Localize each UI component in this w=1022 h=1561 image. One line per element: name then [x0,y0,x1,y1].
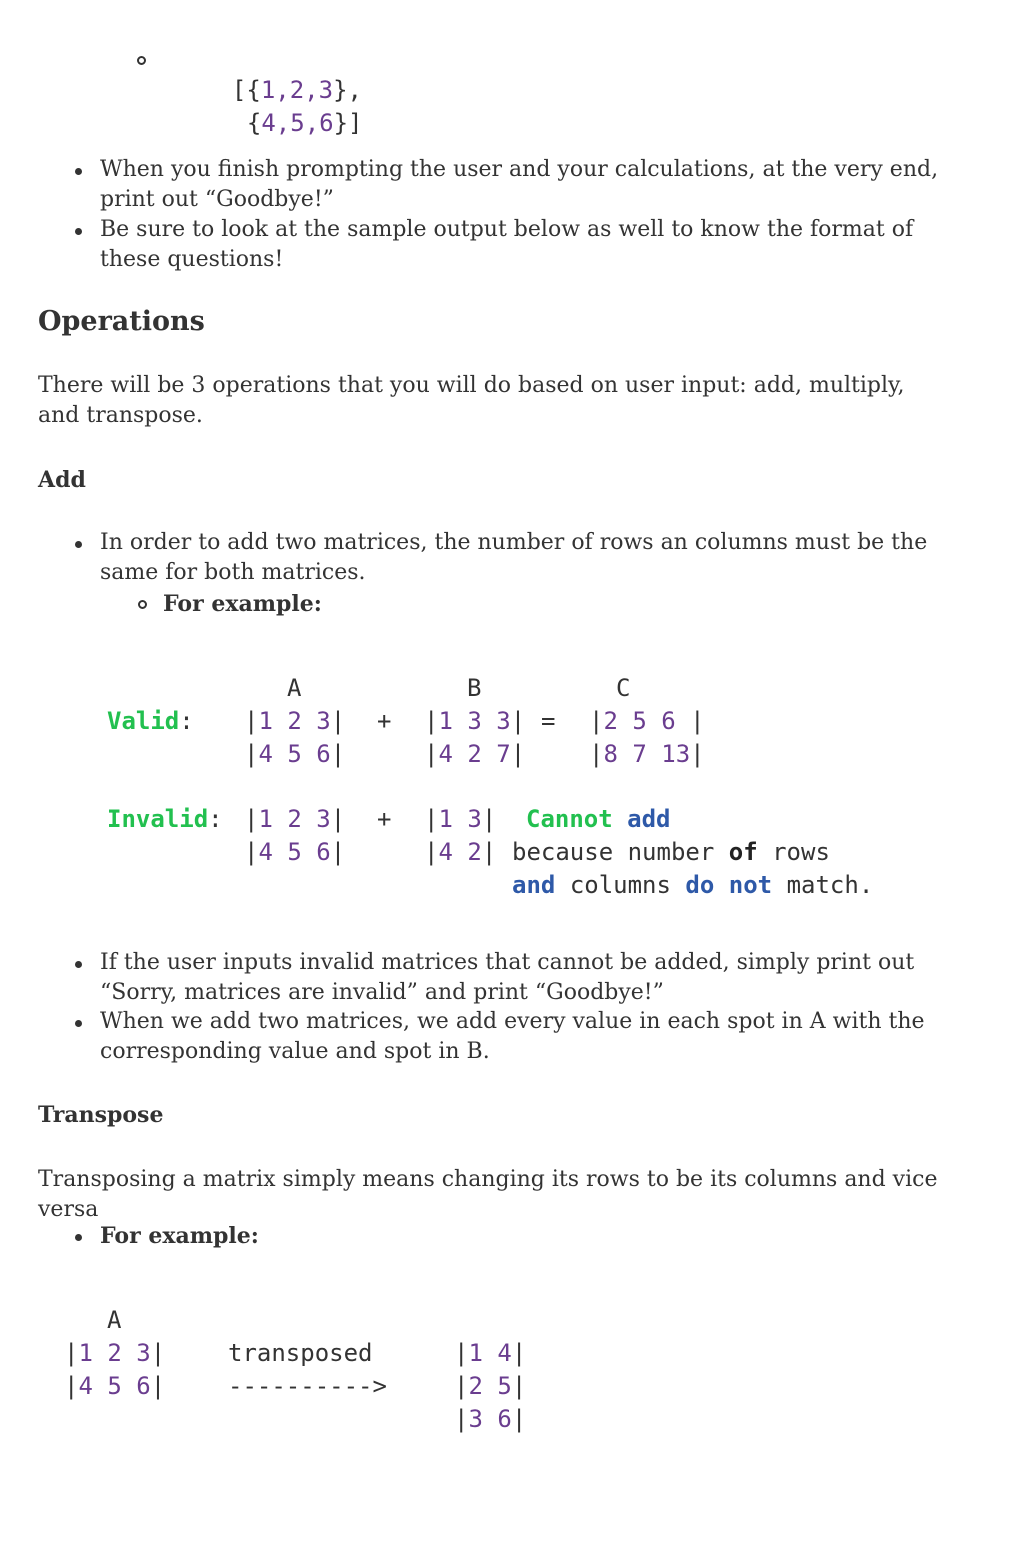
plus-sign: + [377,707,392,735]
invalid-a-row-2: |4 5 6| [244,838,346,866]
bullet-marker [75,228,82,235]
bullet-marker [75,541,82,548]
bullet-marker [75,961,82,968]
invalid-message-line-2: because number of rows [512,838,830,866]
transposed-word: transposed [228,1339,373,1367]
valid-b-row-2: |4 2 7| [424,740,526,768]
valid-c-row-2: |8 7 13| [589,740,705,768]
transpose-a-row-2: |4 5 6| [64,1372,166,1400]
add-example-label: For example: [163,591,322,617]
equals-sign: = [541,707,556,735]
invalid-message-line-3: and columns do not match. [512,871,874,899]
invalid-b-row-1: |1 3| [424,805,497,833]
add-rule-bullet: In order to add two matrices, the number of rows an columns must be the same for both matrices. [100,530,928,585]
invalid-a-row-1: |1 2 3| [244,805,346,833]
transpose-a-row-1: |1 2 3| [64,1339,166,1367]
bullet-marker [75,1020,82,1027]
sub-bullet-marker [137,56,146,65]
transpose-result-row-1: |1 4| [454,1339,527,1367]
matrix-label-a: A [287,674,302,702]
valid-row-1: Valid: [107,707,194,735]
transpose-arrow: ----------> [228,1372,387,1400]
bullet-sample-output: Be sure to look at the sample output below as well to know the format of these questions! [100,217,914,272]
transpose-intro: Transposing a matrix simply means changing its rows to be its columns and vice versa [38,1167,938,1222]
valid-a-row-2: |4 5 6| [244,740,346,768]
operations-intro: There will be 3 operations that you will do based on user input: add, multiply, and transpose. [38,373,905,428]
sub-bullet-marker [138,600,147,609]
plus-sign: + [377,805,392,833]
add-heading: Add [38,467,86,493]
bullet-marker [75,1234,82,1241]
operations-heading: Operations [38,306,205,337]
code-line-2: {4,5,6}] [246,109,363,137]
transpose-label-a: A [107,1306,122,1334]
invalid-b-row-2: |4 2| [424,838,497,866]
transpose-heading: Transpose [38,1102,164,1128]
transpose-result-row-2: |2 5| [454,1372,527,1400]
valid-a-row-1: |1 2 3| [244,707,346,735]
invalid-message-line-1: Cannot add [526,805,671,833]
bullet-goodbye: When you finish prompting the user and your calculations, at the very end, print out “Goodbye!” [100,157,939,212]
valid-b-row-1: |1 3 3| [424,707,526,735]
matrix-label-c: C [616,674,631,702]
add-method-bullet: When we add two matrices, we add every value in each spot in A with the corresponding value and spot in B. [100,1009,925,1064]
add-invalid-bullet: If the user inputs invalid matrices that cannot be added, simply print out “Sorry, matrices are invalid” and print “Goodbye!” [100,950,915,1005]
transpose-example-label: For example: [100,1223,259,1249]
transpose-result-row-3: |3 6| [454,1405,527,1433]
bullet-marker [75,168,82,175]
matrix-label-b: B [467,674,482,702]
valid-c-row-1: |2 5 6 | [589,707,705,735]
invalid-label: Invalid: [107,805,223,833]
code-line-1: [{1,2,3}, [231,76,362,104]
